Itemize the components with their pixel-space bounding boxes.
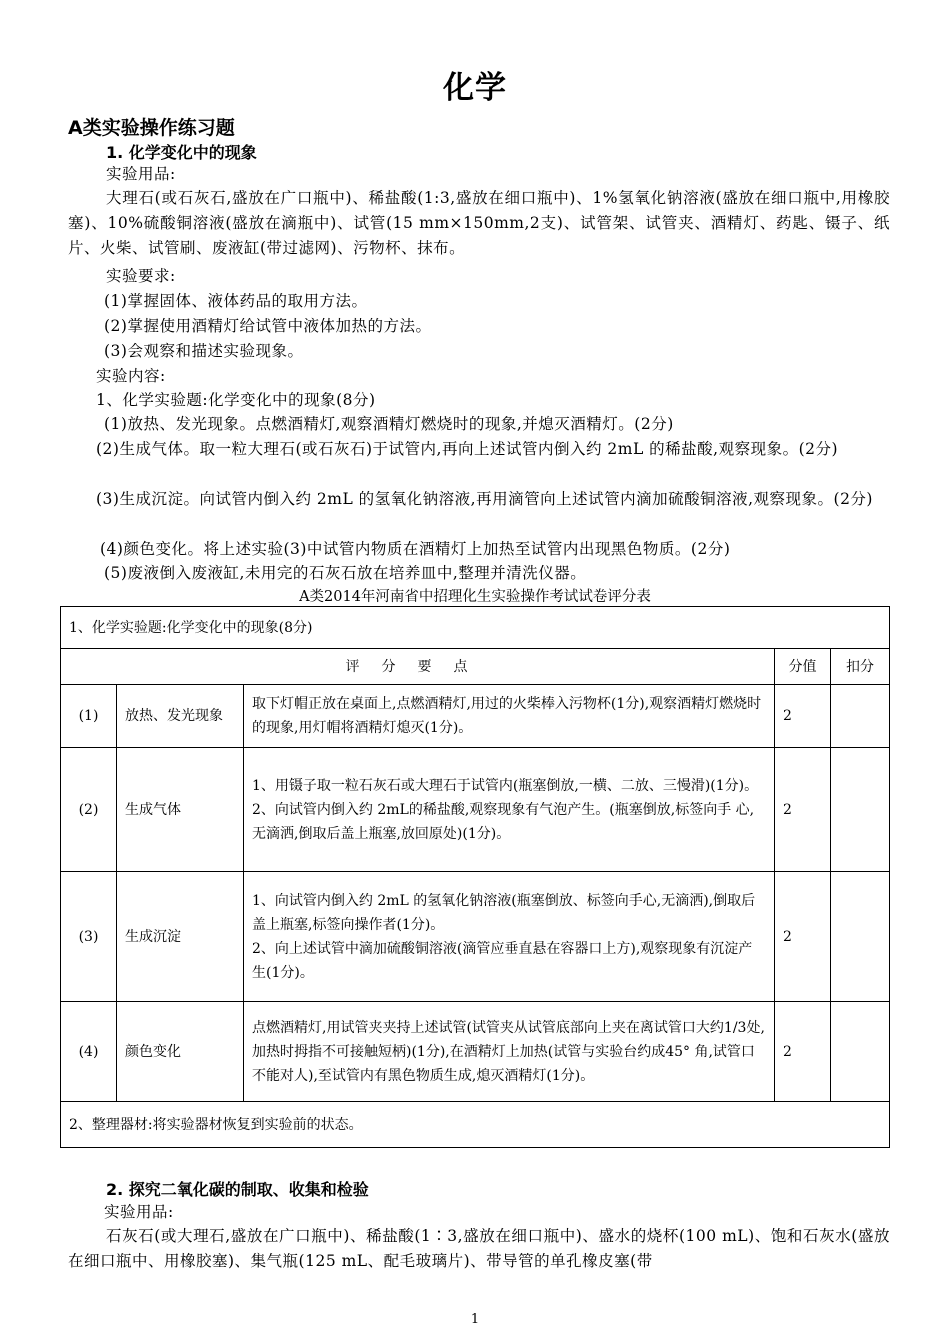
exp2-materials-text: 石灰石(或大理石,盛放在广口瓶中)、稀盐酸(1∶3,盛放在细口瓶中)、盛水的烧杯(100 mL)、饱和石灰水(盛放在细口瓶中、用橡胶塞)、集气瓶(125 mL、配毛玻璃片)、带导管的单孔橡皮塞(带 — [68, 1227, 890, 1270]
row-deduct — [831, 872, 890, 1002]
table-row — [61, 685, 890, 748]
table-row — [61, 872, 890, 1002]
table-footer-row — [61, 1102, 890, 1148]
row-points-line: 1、用镊子取一粒石灰石或大理石于试管内(瓶塞倒放,一横、二放、三慢滑)(1分)。 — [252, 777, 759, 794]
table-column-header-row — [61, 649, 890, 685]
exp1-materials-text: 大理石(或石灰石,盛放在广口瓶中)、稀盐酸(1:3,盛放在细口瓶中)、1%氢氧化钠溶液(盛放在细口瓶中,用橡胶塞)、10%硫酸铜溶液(盛放在滴瓶中)、试管(15 mm×150mm,2支)、试管架、试管夹、酒精灯、药匙、镊子、纸片、火柴、试管刷、废液缸(带过滤网)、污物杯、抹布。 — [68, 189, 890, 257]
requirement-item: (3)会观察和描述实验现象。 — [104, 342, 304, 360]
row-points: 点燃酒精灯,用试管夹夹持上述试管(试管夹从试管底部向上夹在离试管口大约1/3处,加热时拇指不可接触短柄)(1分),在酒精灯上加热(试管与实验台约成45° 角,试管口不能对人),至试管内有黑色物质生成,熄灭酒精灯(1分)。 — [244, 1002, 775, 1102]
exp1-content-label: 实验内容: — [96, 367, 166, 385]
exp1-materials-label: 实验用品: — [106, 165, 176, 183]
table-row — [61, 1002, 890, 1102]
row-score: 2 — [775, 1002, 831, 1102]
table-header-cell: 1、化学实验题:化学变化中的现象(8分) — [61, 607, 890, 649]
row-name: 生成沉淀 — [117, 872, 244, 1002]
row-number: (1) — [61, 685, 117, 748]
row-score: 2 — [775, 748, 831, 872]
row-deduct — [831, 685, 890, 748]
row-deduct — [831, 748, 890, 872]
row-points-cell — [244, 872, 775, 1002]
table-row — [61, 748, 890, 872]
row-points-cell — [244, 748, 775, 872]
content-item-1: (1)放热、发光现象。点燃酒精灯,观察酒精灯燃烧时的现象,并熄灭酒精灯。(2分) — [104, 415, 674, 433]
table-header-row — [61, 607, 890, 649]
exp2-heading: 2. 探究二氧化碳的制取、收集和检验 — [106, 1180, 369, 1199]
content-item-4: (4)颜色变化。将上述实验(3)中试管内物质在酒精灯上加热至试管内出现黑色物质。(2分) — [100, 540, 731, 558]
col-score-header: 分值 — [775, 649, 831, 685]
row-points: 取下灯帽正放在桌面上,点燃酒精灯,用过的火柴棒入污物杯(1分),观察酒精灯燃烧时的现象,用灯帽将酒精灯熄灭(1分)。 — [244, 685, 775, 748]
row-name: 生成气体 — [117, 748, 244, 872]
content-item-3: (3)生成沉淀。向试管内倒入约 2mL 的氢氧化钠溶液,再用滴管向上述试管内滴加硫酸铜溶液,观察现象。(2分) — [96, 490, 873, 508]
row-number: (4) — [61, 1002, 117, 1102]
requirement-item: (2)掌握使用酒精灯给试管中液体加热的方法。 — [104, 317, 432, 335]
row-name: 放热、发光现象 — [117, 685, 244, 748]
row-deduct — [831, 1002, 890, 1102]
row-name: 颜色变化 — [117, 1002, 244, 1102]
exp1-heading: 1. 化学变化中的现象 — [106, 143, 257, 162]
exp1-requirements-label: 实验要求: — [106, 267, 176, 285]
row-points-line: 1、向试管内倒入约 2mL 的氢氧化钠溶液(瓶塞倒放、标签向手心,无滴洒),倒取后盖上瓶塞,标签向操作者(1分)。 — [252, 892, 756, 933]
row-number: (2) — [61, 748, 117, 872]
exp2-materials-label: 实验用品: — [104, 1203, 174, 1221]
content-item-5: (5)废液倒入废液缸,未用完的石灰石放在培养皿中,整理并清洗仪器。 — [104, 564, 587, 582]
table-footer-cell: 2、整理器材:将实验器材恢复到实验前的状态。 — [61, 1102, 890, 1148]
table-caption: A类2014年河南省中招理化生实验操作考试试卷评分表 — [299, 589, 651, 605]
row-points-line: 2、向上述试管中滴加硫酸铜溶液(滴管应垂直悬在容器口上方),观察现象有沉淀产生(1分)。 — [252, 940, 753, 981]
row-score: 2 — [775, 872, 831, 1002]
section-heading-a: A类实验操作练习题 — [68, 117, 235, 139]
scoring-table — [60, 606, 890, 1148]
page-number: 1 — [470, 1312, 480, 1327]
exp1-content-title: 1、化学实验题:化学变化中的现象(8分) — [96, 391, 376, 409]
row-number: (3) — [61, 872, 117, 1002]
col-points-header: 评分要点 — [61, 649, 775, 685]
row-points-line: 2、向试管内倒入约 2mL的稀盐酸,观察现象有气泡产生。(瓶塞倒放,标签向手 心,无滴洒,倒取后盖上瓶塞,放回原处)(1分)。 — [252, 801, 755, 842]
row-score: 2 — [775, 685, 831, 748]
requirement-item: (1)掌握固体、液体药品的取用方法。 — [104, 292, 368, 310]
col-deduct-header: 扣分 — [831, 649, 890, 685]
content-item-2: (2)生成气体。取一粒大理石(或石灰石)于试管内,再向上述试管内倒入约 2mL 的稀盐酸,观察现象。(2分) — [96, 440, 839, 458]
page-title: 化学 — [443, 70, 507, 106]
